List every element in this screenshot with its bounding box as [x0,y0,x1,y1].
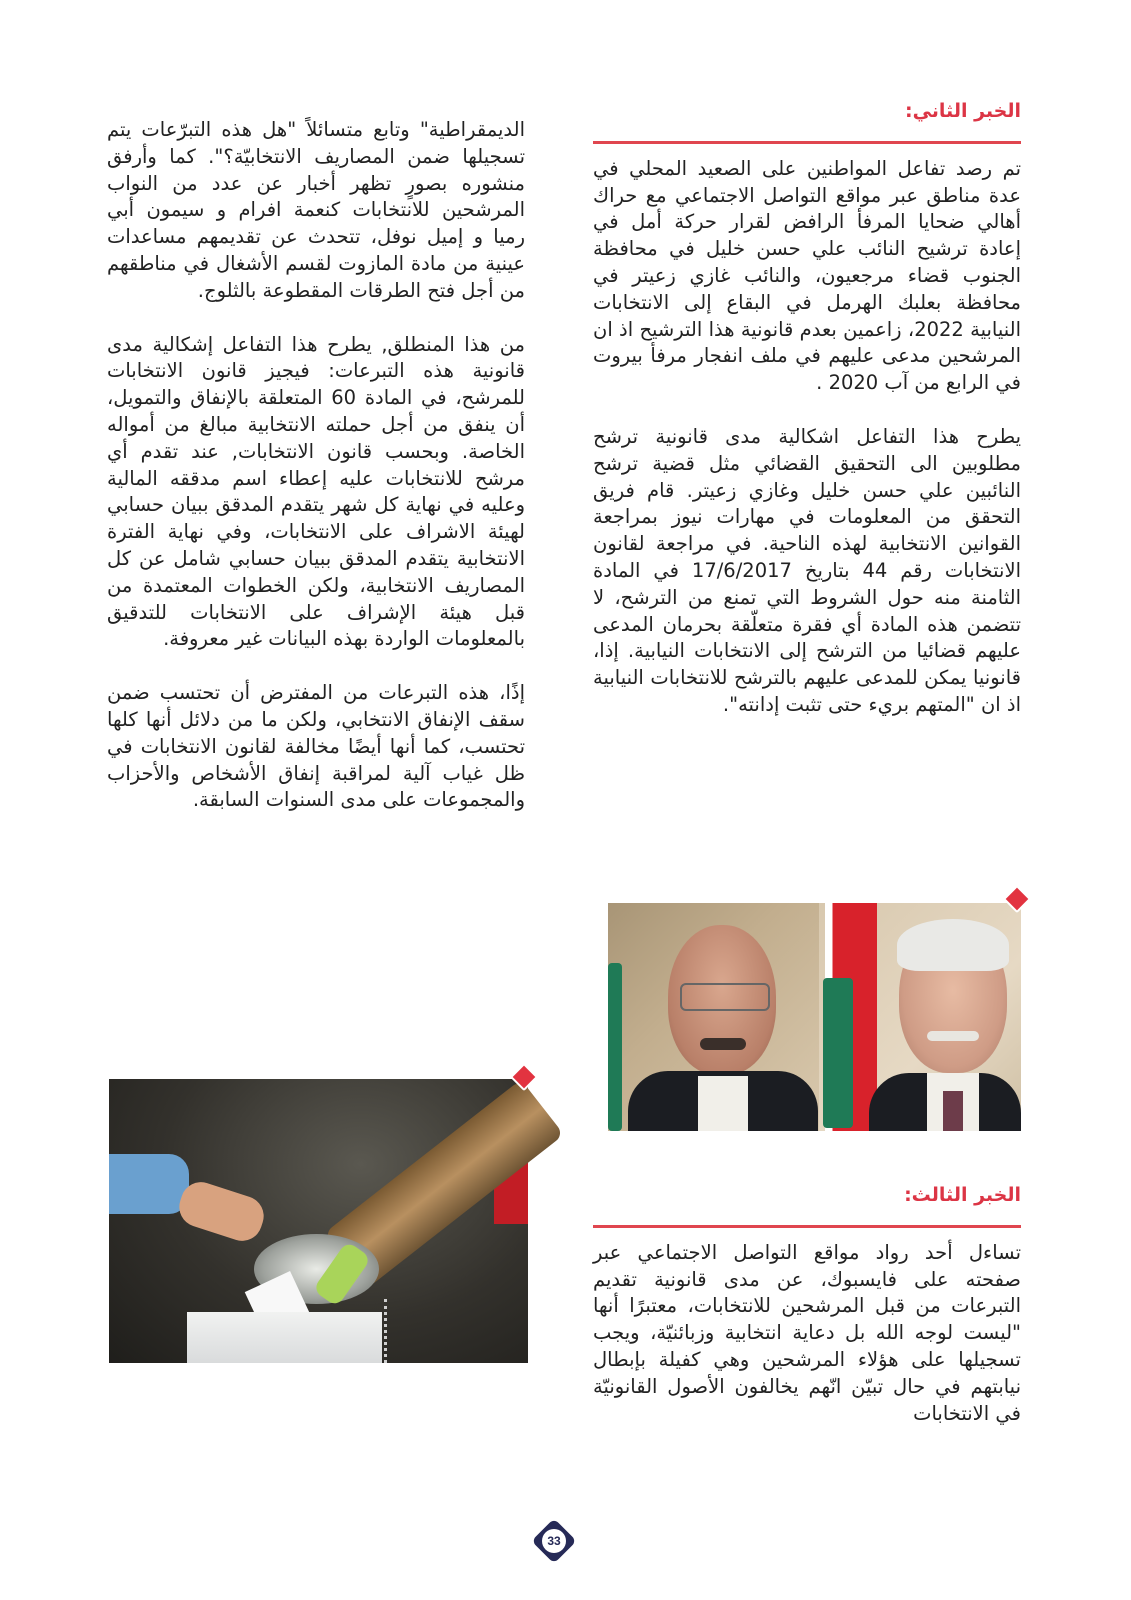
section-title-second-news: الخبر الثاني: [904,100,1021,122]
ballot-fuel-photo [109,1079,528,1363]
article-paragraph: إذًا، هذه التبرعات من المفترض أن تحتسب ضمن سقف الإنفاق الانتخابي، ولكن ما من دلائل أنها كلها تحتسب، كما أنها أيضًا مخالفة لقانون الانتخابات في ظل غياب آلية لمراقبة إنفاق الأشخاص والأحزاب والمجموعات على مدى السنوات السابقة. [107,681,525,812]
right-column [593,98,1021,719]
article-paragraph: تساءل أحد رواد مواقع التواصل الاجتماعي عبر صفحته على فايسبوك، عن مدى قانونية تقديم التبرعات من قبل المرشحين للانتخابات، معتبرًا أنها "ليست لوجه الله بل دعاية انتخابية وزبائنيّة، ويجب تسجيلها على هؤلاء المرشحين وهي كفيلة بإبطال نيابتهم في حال تبيّن انّهم يخالفون الأصول القانونيّة في الانتخابات [593,1240,1021,1425]
section-divider [593,1225,1021,1228]
section-divider [593,141,1021,144]
article-paragraph: من هذا المنطلق, يطرح هذا التفاعل إشكالية مدى قانونية هذه التبرعات: فيجيز قانون الانتخابات للمرشح، في المادة 60 المتعلقة بالإنفاق والتمويل، أن ينفق من أجل حملته الانتخابية مبالغ من أمواله الخاصة. وبحسب قانون الانتخابات, عند تقدم أي مرشح للانتخابات عليه إعطاء اسم مدققه المالية وعليه في نهاية كل شهر يتقدم المدقق ببيان حسابي لهيئة الاشراف على الانتخابات، وفي نهاية الفترة الانتخابية يتقدم المدقق ببيان حسابي شامل عن كل المصاريف الانتخابية، ولكن الخطوات المعتمدة من قبل هيئة الإشراف على الانتخابات للتدقيق بالمعلومات الواردة بهذه البيانات غير معروفة. [107,332,525,651]
section-title-third-news: الخبر الثالث: [904,1184,1021,1206]
ballot-box [187,1312,382,1363]
left-column [107,117,525,814]
article-paragraph: يطرح هذا التفاعل اشكالية مدى قانونية ترشح مطلوبين الى التحقيق القضائي مثل قضية ترشح النائبين علي حسن خليل وغازي زعيتر. قام فريق التحقق من المعلومات في مهارات نيوز بمراجعة القوانين الانتخابية لهذه الناحية. في مراجعة لقانون الانتخابات رقم 44 بتاريخ 17/6/2017 في المادة الثامنة منه حول الشروط التي تمنع من الترشح، لا تتضمن هذه المادة أي فقرة متعلّقة بحرمان المدعى عليهم قضائيا من الترشح إلى الانتخابات النيابية. إذا، قانونيا يمكن للمدعى عليهم بالترشح للانتخابات النيابية اذ ان "المتهم بريء حتى تثبت إدانته". [593,424,1021,716]
article-paragraph: تم رصد تفاعل المواطنين على الصعيد المحلي في عدة مناطق عبر مواقع التواصل الاجتماعي مع حراك أهالي ضحايا المرفأ الرافض لقرار حركة أمل في إعادة ترشيح النائب علي حسن خليل في محافظة الجنوب قضاء مرجعيون، والنائب غازي زعيتر في محافظة بعلبك الهرمل في البقاع إلى الانتخابات النيابية 2022، زاعمين بعدم قانونية هذا الترشيح اذ ان المرشحين مدعى عليهم في ملف انفجار مرفأ بيروت في الرابع من آب 2020 . [593,156,1021,395]
portraits-photo [608,903,1021,1131]
portrait-ali-hassan-khalil [608,903,819,1131]
page-number: 33 [542,1529,566,1553]
right-column-third-news [593,1182,1021,1427]
page-number-badge [532,1519,576,1563]
article-paragraph: الديمقراطية" وتابع متسائلاً "هل هذه التبرّعات يتم تسجيلها ضمن المصاريف الانتخابيّة؟". كما وأرفق منشوره بصورٍ تظهر أخبار عن عدد من النواب المرشحين للانتخابات كنعمة افرام و سيمون أبي رميا و إميل نوفل، تتحدث عن تقديمهم مساعدات عينية من مادة المازوت لقسم الأشغال في مناطقهم من أجل فتح الطرقات المقطوعة بالثلوج. [107,118,525,302]
portrait-ghazi-zaiter [819,903,1021,1131]
